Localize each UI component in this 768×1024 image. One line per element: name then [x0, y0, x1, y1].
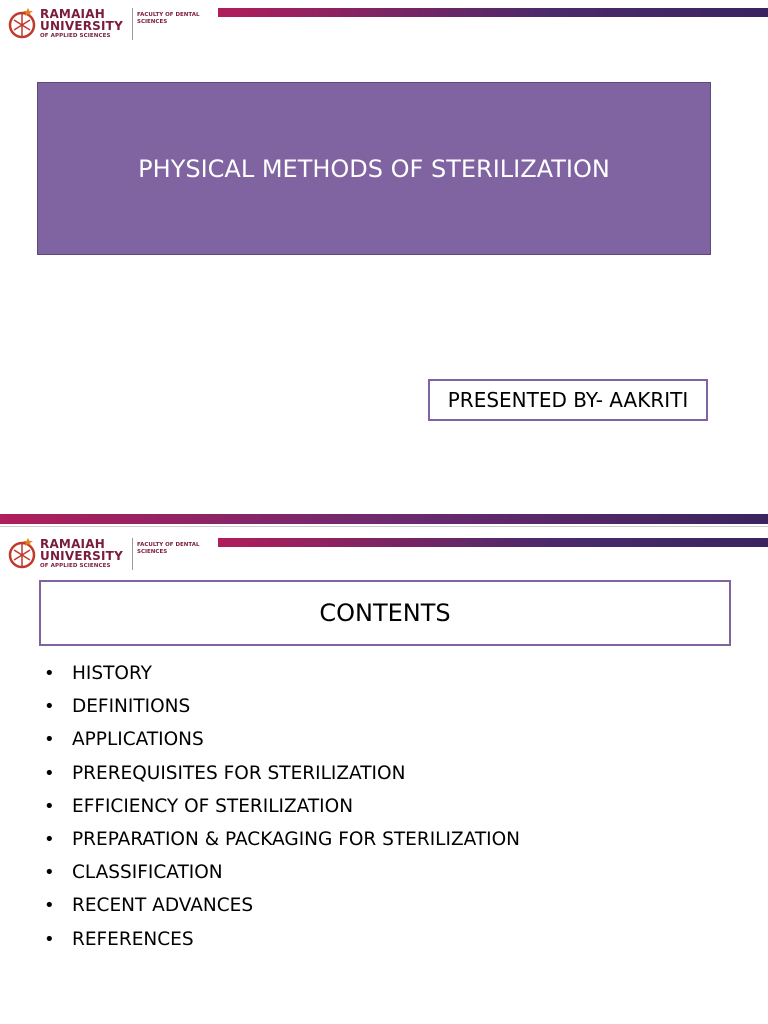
logo-name-line2: UNIVERSITY	[40, 549, 123, 563]
list-item	[44, 828, 520, 861]
slide-separator-bar	[0, 514, 768, 524]
list-item	[44, 861, 520, 894]
bullet-icon: •	[44, 828, 55, 850]
list-item-text: CLASSIFICATION	[72, 862, 223, 884]
slide-separator-line	[0, 526, 768, 527]
list-item-text: PREREQUISITES FOR STERILIZATION	[72, 762, 406, 784]
bullet-icon: •	[44, 862, 55, 884]
logo-name-line2: UNIVERSITY	[40, 19, 123, 33]
bullet-icon: •	[44, 663, 55, 684]
list-item	[44, 795, 520, 828]
contents-heading: CONTENTS	[319, 599, 451, 627]
logo-name-line1: RAMAIAH	[40, 537, 105, 551]
header-gradient-bar	[218, 538, 768, 547]
list-item-text: EFFICIENCY OF STERILIZATION	[72, 795, 354, 817]
list-item	[44, 728, 520, 761]
logo-divider	[132, 8, 133, 40]
logo-name-line3: OF APPLIED SCIENCES	[40, 563, 111, 569]
list-item	[44, 894, 520, 927]
header-gradient-bar	[218, 8, 768, 17]
list-item	[44, 928, 520, 961]
title-box	[37, 82, 711, 255]
logo-name	[40, 538, 123, 570]
ramaiah-emblem-icon	[8, 6, 36, 40]
logo-divider	[132, 538, 133, 570]
list-item-text: APPLICATIONS	[72, 729, 204, 751]
university-logo	[8, 536, 218, 574]
bullet-icon: •	[44, 762, 55, 784]
logo-name-line3: OF APPLIED SCIENCES	[40, 33, 111, 39]
list-item	[44, 662, 520, 695]
ramaiah-emblem-icon	[8, 536, 36, 570]
university-logo	[8, 6, 218, 44]
logo-faculty: FACULTY OF DENTAL SCIENCES	[137, 542, 200, 555]
bullet-icon: •	[44, 729, 55, 751]
contents-list	[44, 662, 520, 961]
presenter-text: PRESENTED BY- AAKRITI	[447, 388, 689, 412]
contents-heading-box	[39, 580, 731, 646]
bullet-icon: •	[44, 895, 55, 917]
list-item-text: HISTORY	[72, 663, 152, 684]
slide-contents	[0, 530, 768, 1024]
list-item	[44, 695, 520, 728]
logo-name-line1: RAMAIAH	[40, 7, 105, 21]
bullet-icon: •	[44, 795, 55, 817]
list-item-text: PREPARATION & PACKAGING FOR STERILIZATION	[72, 828, 520, 850]
logo-name	[40, 8, 123, 40]
list-item	[44, 762, 520, 795]
bullet-icon: •	[44, 928, 55, 950]
bullet-icon: •	[44, 696, 55, 718]
presenter-box	[428, 379, 708, 421]
list-item-text: DEFINITIONS	[72, 696, 191, 718]
logo-faculty: FACULTY OF DENTAL SCIENCES	[137, 12, 200, 25]
list-item-text: REFERENCES	[72, 928, 194, 950]
list-item-text: RECENT ADVANCES	[72, 895, 254, 917]
slide-title-text: PHYSICAL METHODS OF STERILIZATION	[138, 154, 610, 183]
